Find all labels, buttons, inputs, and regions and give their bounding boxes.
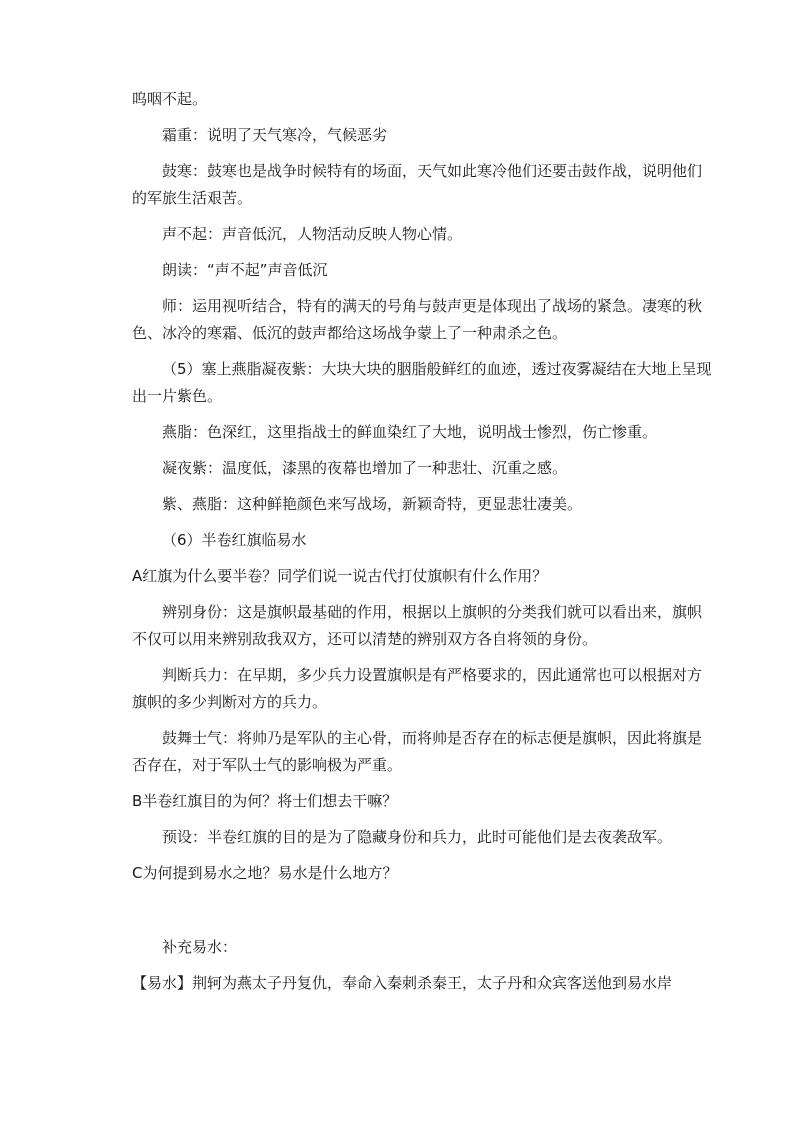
paragraph: （6）半卷红旗临易水 [162, 531, 307, 549]
paragraph: 【易水】荆轲为燕太子丹复仇，奉命入秦刺杀秦王，太子丹和众宾客送他到易水岸 [132, 974, 673, 992]
paragraph: 鼓舞士气：将帅乃是军队的主心骨，而将帅是否存在的标志便是旗帜，因此将旗是否存在，对于军队士气的影响极为严重。 [132, 729, 703, 774]
paragraph: 判断兵力：在早期，多少兵力设置旗帜是有严格要求的，因此通常也可以根据对方旗帜的多少判断对方的兵力。 [132, 666, 703, 711]
paragraph: 师：运用视听结合，特有的满天的号角与鼓声更是体现出了战场的紧急。凄寒的秋色、冰冷的寒霜、低沉的鼓声都给这场战争蒙上了一种肃杀之色。 [132, 297, 703, 342]
paragraph: 呜咽不起。 [132, 90, 208, 108]
paragraph: 预设：半卷红旗的目的是为了隐藏身份和兵力，此时可能他们是去夜袭敌军。 [162, 828, 673, 846]
paragraph: A红旗为什么要半卷？同学们说一说古代打仗旗帜有什么作用？ [132, 567, 548, 585]
paragraph: 声不起：声音低沉，人物活动反映人物心情。 [162, 225, 463, 243]
paragraph: 辨别身份：这是旗帜最基础的作用，根据以上旗帜的分类我们就可以看出来，旗帜不仅可以用来辨别敌我双方，还可以清楚的辨别双方各自将领的身份。 [132, 603, 703, 648]
paragraph: 凝夜紫：温度低，漆黑的夜幕也增加了一种悲壮、沉重之感。 [162, 459, 568, 477]
paragraph: 霜重：说明了天气寒冷，气候恶劣 [162, 126, 388, 144]
paragraph: B半卷红旗目的为何？将士们想去干嘛？ [132, 792, 398, 810]
blank-line [132, 896, 712, 934]
paragraph: （5）塞上燕脂凝夜紫：大块大块的胭脂般鲜红的血迹，透过夜雾凝结在大地上呈现出一片紫色。 [132, 360, 712, 405]
paragraph: 紫、燕脂：这种鲜艳颜色来写战场，新颖奇特，更显悲壮凄美。 [162, 495, 583, 513]
paragraph: 鼓寒：鼓寒也是战争时候特有的场面，天气如此寒冷他们还要击鼓作战，说明他们的军旅生活艰苦。 [132, 162, 703, 207]
paragraph: 朗读：“声不起”声音低沉 [162, 261, 328, 279]
document-body [132, 86, 712, 1006]
paragraph: C为何提到易水之地？易水是什么地方？ [132, 864, 398, 882]
paragraph: 燕脂：色深红，这里指战士的鲜血染红了大地，说明战士惨烈，伤亡惨重。 [162, 423, 658, 441]
paragraph: 补充易水： [162, 938, 238, 956]
